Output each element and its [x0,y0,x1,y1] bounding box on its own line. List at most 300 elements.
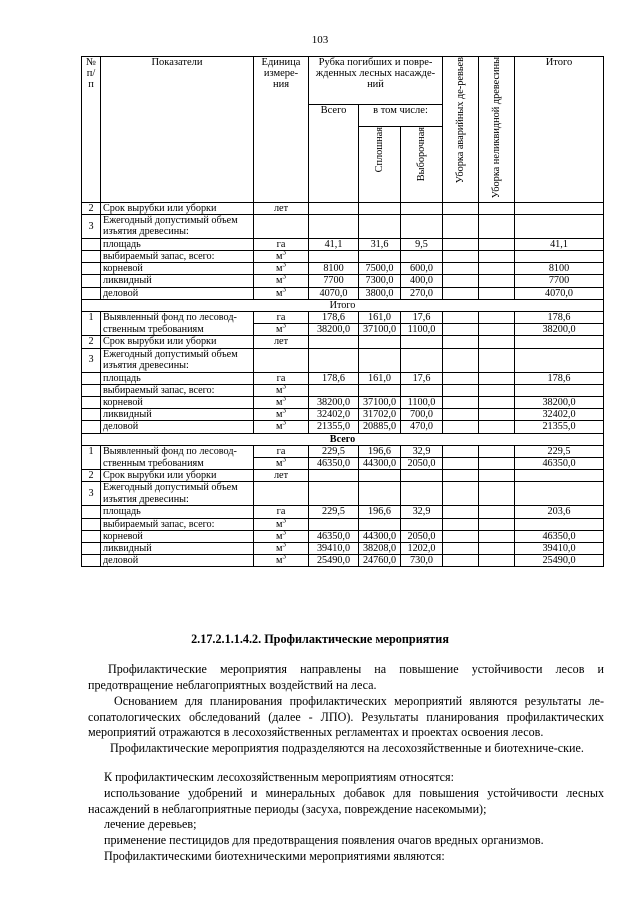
row-unit [254,397,309,409]
row-number [82,384,101,396]
table-row [82,348,604,372]
row-number-text: 2 [88,470,94,482]
value-clear-text: 3800,0 [365,287,394,299]
table-row [82,263,604,275]
row-label-text: ликвидный [103,409,152,421]
value-hazard [443,214,479,238]
value-itogo [515,202,604,214]
table-row [82,311,604,323]
value-selective [401,238,443,250]
unit-superscript: 3 [282,384,286,391]
row-label: Выявленный фонд по лесовод- [101,445,254,457]
value-itogo: 229,5 [515,445,604,457]
value-selective [401,336,443,348]
value-clear [359,202,401,214]
value-total-felling [309,530,359,542]
unit-superscript: 3 [282,420,286,428]
row-unit-text: лет [273,202,289,214]
table-row [82,518,604,530]
row-number-text: 2 [88,336,94,348]
value-selective [401,275,443,287]
value-itogo: 178,6 [515,311,604,323]
value-illiquid [479,372,515,384]
row-number [82,238,101,250]
row-number [82,372,101,384]
value-clear [359,543,401,555]
row-number [82,214,101,238]
value-total-felling [309,543,359,555]
value-total-felling-text: 7700 [323,275,344,287]
value-itogo [515,543,604,555]
row-number [82,397,101,409]
value-selective [401,543,443,555]
row-number [82,409,101,421]
value-itogo [515,250,604,262]
row-number-text: 3 [88,488,94,500]
row-unit-text: га [276,238,286,250]
value-total-felling [309,421,359,433]
table-row [82,372,604,384]
table-row [82,214,604,238]
value-clear: 196,6 [359,445,401,457]
row-unit-text: м [276,287,283,299]
value-selective-text: 400,0 [410,275,433,287]
row-unit [254,384,309,396]
row-unit-text: га [276,445,286,457]
value-clear [359,250,401,262]
value-hazard [443,275,479,287]
unit-superscript: 3 [282,457,286,464]
row-label-text: корневой [103,530,143,542]
row-unit-text: м [276,324,283,336]
value-clear [359,275,401,287]
value-itogo-text: 4070,0 [544,287,573,299]
value-total-felling [309,409,359,421]
value-hazard [443,336,479,348]
table-row [82,202,604,214]
value-selective: 2050,0 [401,458,443,470]
row-unit [254,238,309,250]
value-hazard [443,324,479,336]
row-unit [254,372,309,384]
row-number [82,348,101,372]
row-label-text: деловой [103,555,139,567]
unit-superscript: 3 [282,530,286,537]
row-unit-text: м [276,518,283,530]
value-itogo: 46350,0 [515,458,604,470]
paragraph-4: К профилактическим лесохозяйственным мероприятиям относятся: [104,770,454,784]
value-illiquid [479,324,515,336]
row-number [82,482,101,506]
value-selective-text: 2050,0 [407,530,436,542]
row-unit [254,409,309,421]
row-label-text: корневой [103,397,143,408]
value-itogo-text: 7700 [548,275,570,287]
value-clear-text: 38208,0 [362,543,397,555]
value-itogo [515,348,604,372]
value-total-felling [309,202,359,214]
row-label [101,506,254,518]
paragraph-5: использование удобрений и минеральных добавок для повышения устойчивости лесных насаждений в неблагоприятные периоды (засуха, повреждение насекомыми); [88,786,604,816]
row-unit-text: м [276,543,283,555]
value-clear [359,506,401,518]
row-unit [254,482,309,506]
row-unit [254,543,309,555]
value-hazard [443,482,479,506]
value-clear-text: 161,0 [368,372,391,384]
row-number [82,555,101,567]
value-total-felling-text: 39410,0 [316,543,351,555]
row-unit [254,348,309,372]
unit-superscript: 3 [282,554,286,561]
value-selective [401,263,443,275]
row-unit [254,202,309,214]
paragraph-7: применение пестицидов для предотвращения появления очагов вредных организмов. [104,833,544,847]
value-itogo [515,470,604,482]
value-clear [359,214,401,238]
row-number: 1 [82,311,101,323]
section-title: Итого [82,299,604,311]
value-total-felling: 38200,0 [309,324,359,336]
value-hazard [443,287,479,299]
row-unit [254,470,309,482]
value-itogo-text: 8100 [548,263,570,275]
header-num: № п/п [82,57,101,203]
row-label-text: площадь [103,372,141,384]
value-itogo-text: 203,6 [547,506,571,518]
row-label [101,543,254,555]
value-illiquid [479,263,515,275]
table-row [82,336,604,348]
value-illiquid [479,238,515,250]
value-selective [401,372,443,384]
row-label-text: деловой [103,287,139,299]
value-illiquid [479,348,515,372]
row-label: Выявленный фонд по лесовод- [101,311,254,323]
row-unit-text: м [276,275,283,287]
value-hazard [443,384,479,396]
value-clear-text: 31702,0 [362,409,397,421]
value-selective-text: 1202,0 [407,543,436,555]
row-label-text: выбираемый запас, всего: [103,518,215,530]
value-clear: 37100,0 [359,324,401,336]
value-total-felling-text: 46350,0 [316,530,351,542]
row-number-text: 3 [88,354,94,366]
row-unit-text: м [276,421,283,433]
table-row [82,275,604,287]
row-label-text: Ежегодный допустимый объем изъятия древесины: [103,348,238,371]
value-illiquid [479,518,515,530]
value-clear [359,287,401,299]
row-label [101,482,254,506]
value-clear [359,348,401,372]
row-label-text: площадь [103,238,141,250]
row-number [82,518,101,530]
section-row [82,299,604,311]
row-unit [254,311,309,323]
value-clear-text: 31,6 [370,238,389,250]
value-itogo-text: 32402,0 [542,409,576,421]
value-selective: 32,9 [401,445,443,457]
row-label [101,202,254,214]
value-selective-text: 9,5 [415,238,428,250]
value-itogo [515,336,604,348]
value-itogo-text: 21355,0 [542,421,576,433]
row-number-text: 2 [88,202,94,214]
value-hazard [443,543,479,555]
value-itogo-text: 39410,0 [542,543,576,555]
table-row [82,287,604,299]
row-label [101,397,254,409]
value-selective [401,530,443,542]
value-itogo [515,263,604,275]
value-clear [359,372,401,384]
header-hazard-trees [443,57,479,203]
value-selective-text: 730,0 [410,555,433,567]
row-unit [254,530,309,542]
header-illiquid-wood [479,57,515,203]
value-itogo-text: 178,6 [547,372,571,384]
row-label [101,238,254,250]
row-unit [254,445,309,457]
value-total-felling [309,287,359,299]
value-selective-text: 470,0 [410,421,433,433]
value-total-felling [309,348,359,372]
value-illiquid [479,214,515,238]
value-selective [401,384,443,396]
value-hazard [443,238,479,250]
value-illiquid [479,384,515,396]
value-clear-text: 196,6 [368,506,391,518]
header-indicator: Показатели [101,57,254,203]
value-illiquid [479,287,515,299]
value-total-felling [309,470,359,482]
paragraph-1: Профилактические мероприятия направлены на повышение устойчивости лесов и предотвращение неблагоприятных воздействий на леса. [88,662,604,692]
header-felling-group: Рубка погибших и повре-жденных лесных насажде-ний [309,57,443,105]
row-number [82,202,101,214]
value-clear [359,518,401,530]
unit-superscript: 3 [282,323,286,330]
value-hazard [443,445,479,457]
value-hazard [443,421,479,433]
row-unit [254,518,309,530]
table-row [82,250,604,262]
page-number: 103 [311,34,329,46]
unit-superscript: 3 [282,262,286,269]
row-number [82,275,101,287]
value-selective: 1100,0 [401,324,443,336]
value-itogo [515,214,604,238]
value-clear [359,555,401,567]
row-unit-text: м [276,530,283,542]
table-row [82,445,604,457]
value-total-felling [309,275,359,287]
value-clear [359,384,401,396]
value-itogo-text: 25490,0 [542,555,576,567]
value-clear: 44300,0 [359,458,401,470]
row-label [101,555,254,567]
value-illiquid [479,506,515,518]
unit-superscript: 3 [282,408,286,415]
row-unit [254,506,309,518]
row-unit [254,324,309,336]
unit-superscript: 3 [282,274,286,281]
value-total-felling-text: 21355,0 [316,421,351,433]
value-total-felling-text: 32402,0 [316,409,351,421]
value-total-felling [309,397,359,409]
header-clear-felling [359,126,401,202]
value-hazard [443,409,479,421]
value-hazard [443,263,479,275]
row-label-text: выбираемый запас, всего: [103,384,215,396]
row-label-text: корневой [103,263,143,275]
value-selective [401,470,443,482]
header-selective-felling-text: Выборочная [416,126,427,181]
row-label-text: деловой [103,421,139,433]
section-row [82,433,604,445]
row-unit [254,336,309,348]
header-clear-felling-text: Сплошная [374,126,385,172]
table-row [82,421,604,433]
row-label-text: площадь [103,506,141,518]
value-itogo-text: 38200,0 [542,397,576,408]
value-total-felling-text: 229,5 [322,506,345,518]
value-total-felling-text: 38200,0 [316,397,351,408]
section-heading: 2.17.2.1.1.4.2. Профилактические мероприятия [191,632,449,646]
row-label-text: Срок вырубки или уборки [103,202,217,214]
value-selective [401,287,443,299]
unit-superscript: 3 [282,518,286,525]
value-illiquid [479,202,515,214]
row-number [82,543,101,555]
value-selective [401,250,443,262]
value-selective [401,409,443,421]
value-hazard [443,555,479,567]
table-row [82,397,604,409]
value-itogo-text: 41,1 [550,238,568,250]
value-total-felling [309,482,359,506]
value-total-felling [309,384,359,396]
value-itogo [515,530,604,542]
value-illiquid [479,275,515,287]
row-label [101,250,254,262]
table-row [82,238,604,250]
row-number [82,506,101,518]
value-illiquid [479,311,515,323]
value-illiquid [479,421,515,433]
value-illiquid [479,555,515,567]
value-clear [359,409,401,421]
value-clear [359,336,401,348]
row-unit-text: га [276,311,286,323]
value-selective-text: 32,9 [412,506,431,518]
unit-superscript: 3 [282,396,286,403]
row-unit-text: м [276,555,283,567]
value-total-felling: 178,6 [309,311,359,323]
row-label [101,384,254,396]
row-unit-text: м [276,458,283,470]
row-number [82,458,101,470]
value-itogo [515,238,604,250]
row-label [101,287,254,299]
row-label-text: Срок вырубки или уборки [103,336,217,348]
value-itogo [515,506,604,518]
row-unit [254,555,309,567]
value-total-felling: 46350,0 [309,458,359,470]
value-itogo [515,482,604,506]
header-itogo: Итого [515,57,604,203]
value-illiquid [479,530,515,542]
value-clear-text: 44300,0 [362,530,397,542]
table-row [82,324,604,336]
value-total-felling-text: 178,6 [322,372,345,384]
value-itogo [515,287,604,299]
value-itogo [515,275,604,287]
row-number [82,470,101,482]
row-number-text: 3 [88,220,94,232]
value-selective [401,421,443,433]
row-unit-text: га [276,372,286,384]
paragraph-3: Профилактические мероприятия подразделяются на лесохозяйственные и биотехниче-ские. [110,741,584,755]
value-clear [359,263,401,275]
row-unit [254,214,309,238]
value-clear-text: 7500,0 [365,263,394,275]
row-label-text: Срок вырубки или уборки [103,470,217,482]
value-total-felling [309,263,359,275]
unit-superscript: 3 [282,542,286,549]
paragraph-2: Основанием для планирования профилактических мероприятий являются результаты ле-сопатологических обследований (далее - ЛПО). Результаты планирования профилактических мероприятий отражаются в лесохозяйственных регламентах и проектах освоения лесов. [88,694,604,739]
value-clear [359,238,401,250]
value-itogo [515,421,604,433]
value-selective [401,214,443,238]
value-hazard [443,397,479,409]
row-unit [254,421,309,433]
value-itogo-text: 46350,0 [542,530,576,542]
table-row [82,530,604,542]
row-unit [254,275,309,287]
table-row [82,470,604,482]
value-illiquid [479,409,515,421]
row-label [101,372,254,384]
header-unit: Единица измере-ния [254,57,309,203]
row-label [101,421,254,433]
value-total-felling [309,250,359,262]
row-label [101,530,254,542]
value-total-felling [309,555,359,567]
row-label-text: Ежегодный допустимый объем изъятия древесины: [103,482,238,505]
row-label [101,518,254,530]
value-total-felling-text: 25490,0 [316,555,351,567]
value-selective-text: 1100,0 [407,397,436,408]
value-clear-text: 7300,0 [365,275,394,287]
row-label-text: выбираемый запас, всего: [103,250,215,262]
value-selective-text: 270,0 [410,287,433,299]
value-selective [401,506,443,518]
value-illiquid [479,470,515,482]
value-itogo [515,555,604,567]
table-row [82,409,604,421]
header-total-felling: Всего [309,105,359,203]
timber-harvest-table [81,56,604,567]
value-hazard [443,470,479,482]
value-total-felling [309,336,359,348]
row-label: ственным требованиям [101,458,254,470]
value-clear-text: 20885,0 [362,421,397,433]
value-hazard [443,530,479,542]
row-unit-text: м [276,250,283,262]
value-selective [401,202,443,214]
value-illiquid [479,445,515,457]
